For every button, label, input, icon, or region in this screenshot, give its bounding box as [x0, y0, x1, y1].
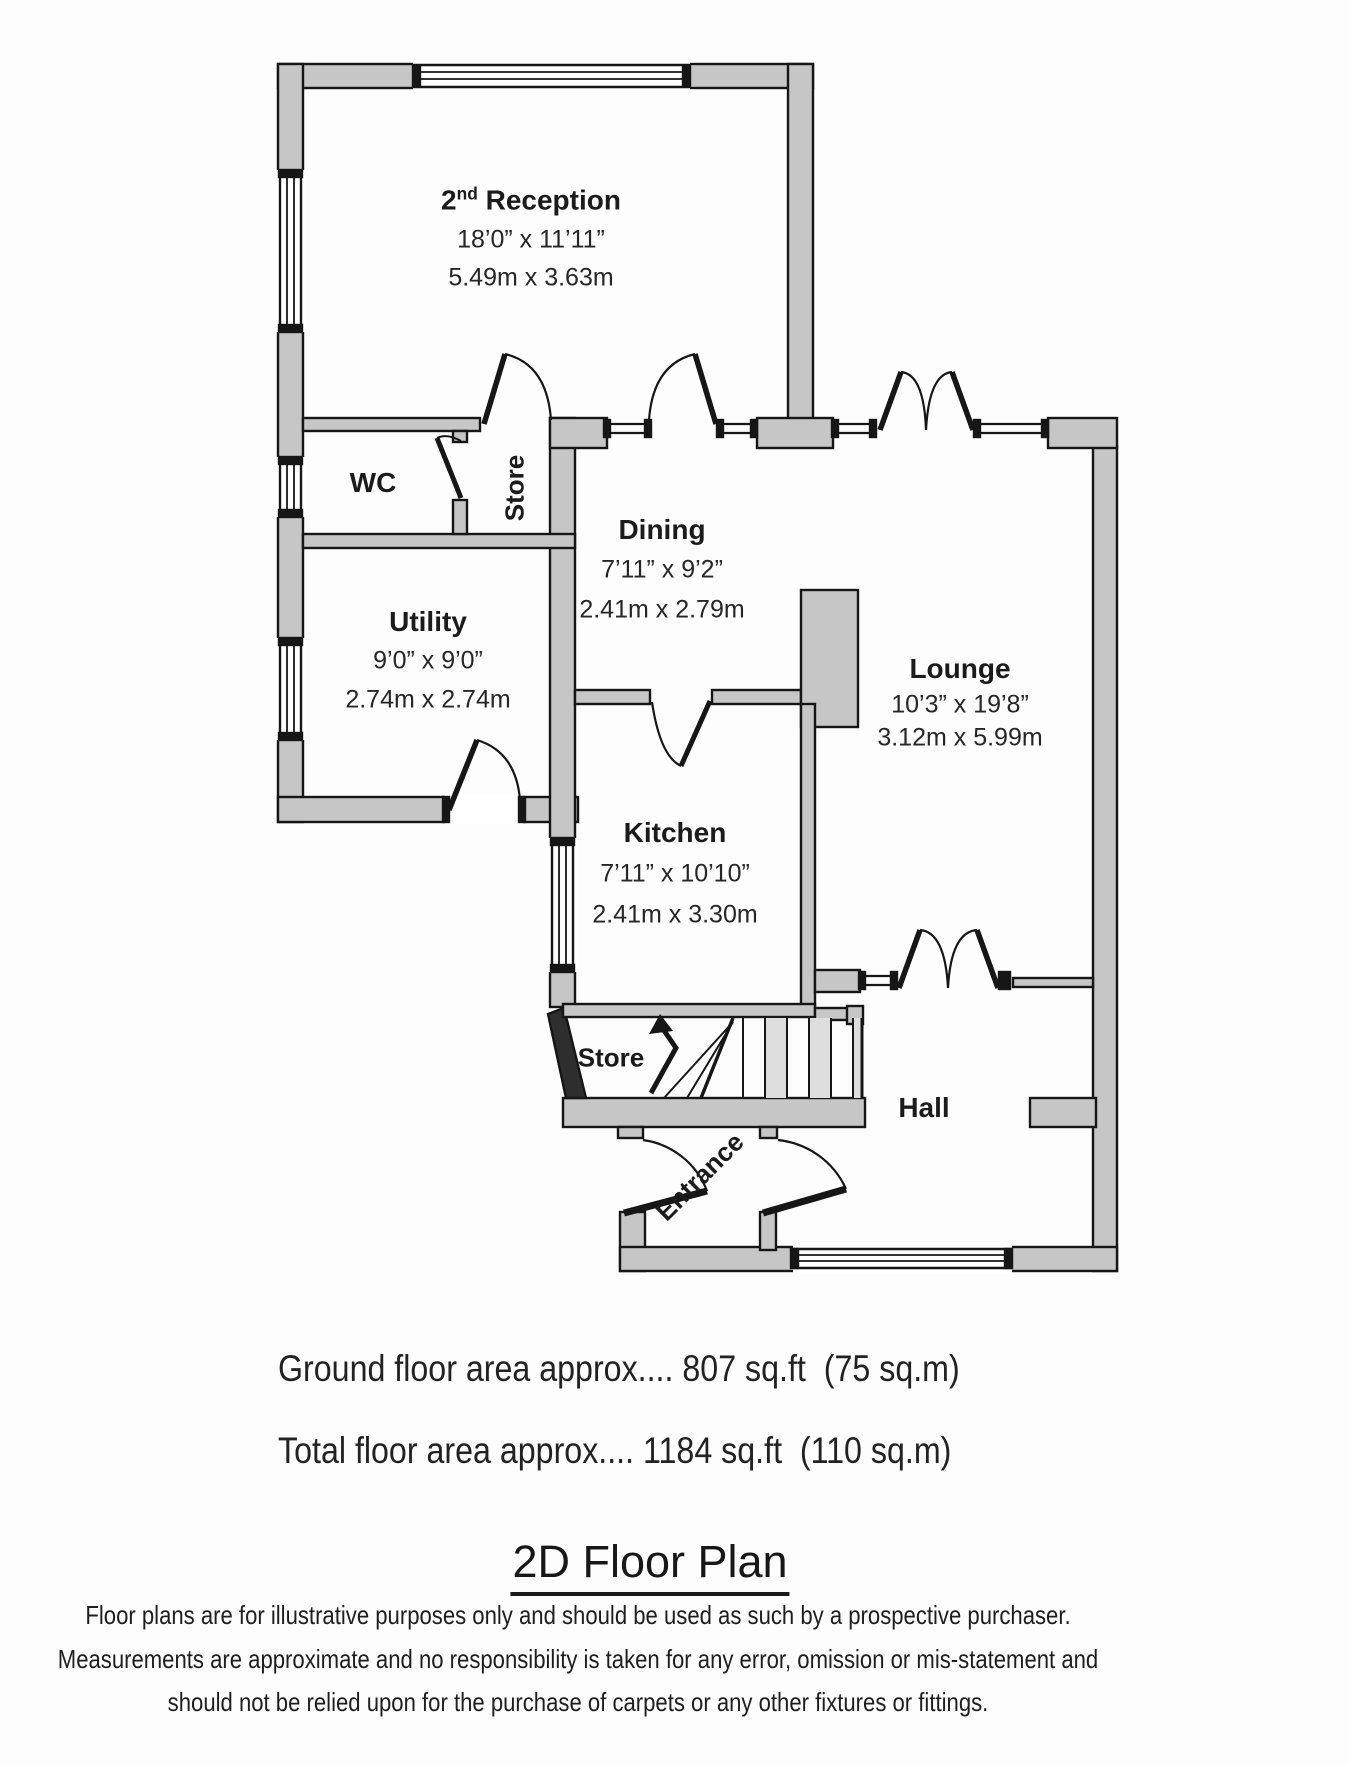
room-dims-utility-imperial: 9’0” x 9’0” — [373, 646, 483, 675]
wall-bar-1 — [604, 420, 651, 437]
room-label-entrance: Entrance — [649, 1126, 750, 1227]
french-doors-lounge-garden — [880, 372, 973, 430]
door-kitchen — [652, 701, 710, 766]
page-title: 2D Floor Plan — [510, 1536, 789, 1596]
wall-bar-5 — [859, 972, 1010, 989]
wall-bar-3 — [832, 420, 876, 437]
window-utility — [276, 638, 305, 740]
room-dims-kitchen-metric: 2.41m x 3.30m — [592, 900, 758, 929]
room-dims-lounge-imperial: 10’3” x 19’8” — [891, 690, 1029, 719]
door-dining — [649, 354, 716, 424]
room-label-utility: Utility — [389, 606, 467, 637]
room-label-hall: Hall — [898, 1092, 950, 1123]
room-label-reception: 2nd Reception — [441, 183, 621, 216]
window-reception-left — [276, 170, 305, 332]
room-dims-reception-metric: 5.49m x 3.63m — [448, 263, 614, 292]
room-label-store-top: Store — [499, 454, 530, 522]
room-label-store-bottom: Store — [577, 1042, 645, 1073]
wall-bar-2 — [717, 420, 757, 437]
room-dims-kitchen-imperial: 7’11” x 10’10” — [600, 859, 750, 888]
room-label-lounge: Lounge — [909, 653, 1011, 684]
total-floor-area-text: Total floor area approx.... 1184 sq.ft (110 sq.m) — [278, 1430, 952, 1471]
room-dims-dining-metric: 2.41m x 2.79m — [579, 595, 745, 624]
wall-bar-4 — [974, 420, 1048, 437]
staircase — [649, 1014, 863, 1098]
disclaimer-line-3: should not be relied upon for the purchase of carpets or any other fixtures or fittings. — [167, 1687, 989, 1717]
ground-floor-area-text: Ground floor area approx.... 807 sq.ft (75 sq.m) — [278, 1348, 960, 1389]
room-label-dining: Dining — [618, 514, 706, 545]
disclaimer-line-2: Measurements are approximate and no responsibility is taken for any error, omission or mis-statement and — [57, 1644, 1099, 1674]
window-reception-top — [413, 62, 690, 90]
window-hall-front — [791, 1245, 1012, 1273]
window-wc — [276, 457, 305, 517]
room-label-kitchen: Kitchen — [623, 817, 727, 848]
room-dims-utility-metric: 2.74m x 2.74m — [345, 685, 511, 714]
room-dims-lounge-metric: 3.12m x 5.99m — [877, 723, 1043, 752]
room-dims-dining-imperial: 7’11” x 9’2” — [601, 555, 723, 584]
room-label-wc: WC — [349, 467, 397, 498]
door-store-top — [484, 354, 551, 424]
door-wc — [437, 436, 461, 498]
room-dims-reception-imperial: 18’0” x 11’11” — [457, 225, 605, 254]
french-doors-hall-lounge — [899, 930, 998, 988]
disclaimer-line-1: Floor plans are for illustrative purposes only and should be used as such by a prospective purchaser. — [85, 1600, 1071, 1630]
window-kitchen — [548, 838, 577, 972]
